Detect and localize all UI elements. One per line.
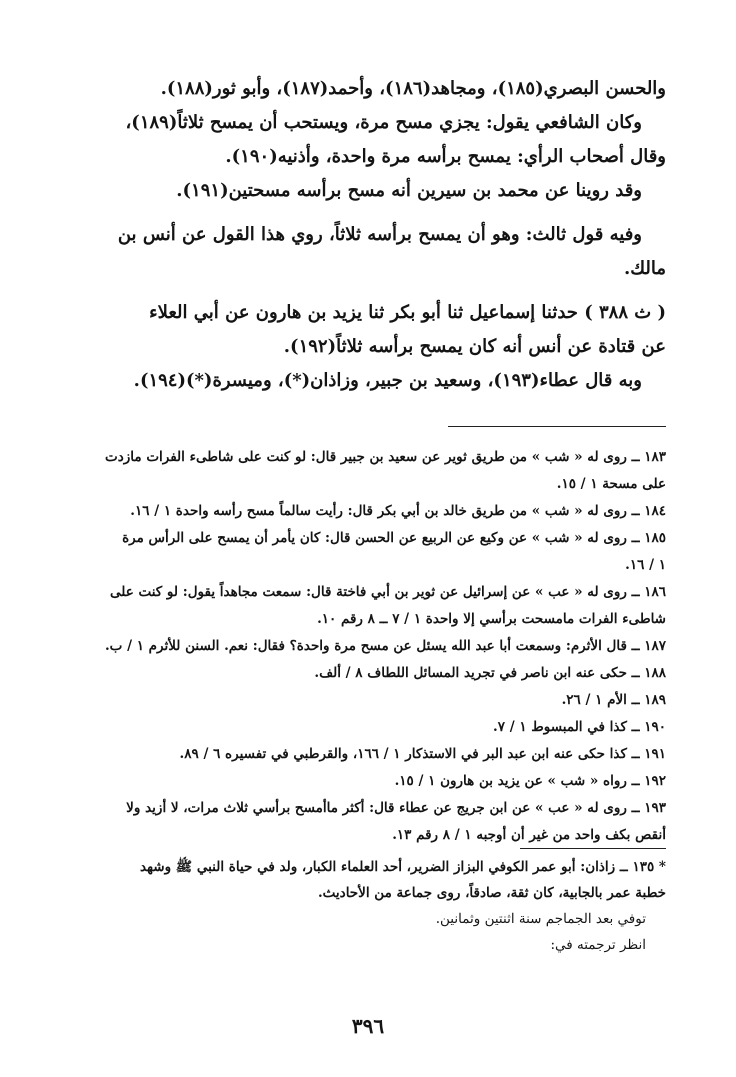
footnote-line: ١٩٣ ــ روى له « عب » عن ابن جريج عن عطاء قال: أكثر ماأمسح برأسي ثلاث مرات، لا أزيد ولا <box>126 800 666 816</box>
footnote-line: ١٩٢ ــ رواه « شب » عن يزيد بن هارون ١ / ١٥. <box>394 773 666 789</box>
footnote-line: أنقص بكف واحد من غير أن أوجبه ١ / ٨ رقم ١٣. <box>392 827 666 843</box>
footnote-line: شاطىء الفرات مامسحت برأسي إلا واحدة ١ / ٧ ــ ٨ رقم ١٠. <box>317 611 666 627</box>
biography-line: * ١٣٥ ــ زاذان: أبو عمر الكوفي البزاز الضرير، أحد العلماء الكبار، ولد في حياة النبي ﷺ وشهد <box>139 859 666 875</box>
biography-note <box>110 854 666 958</box>
footnote-line: ١٨٩ ــ الأم ١ / ٢٦. <box>561 692 666 708</box>
footnote-line: على مسحة ١ / ١٥. <box>556 476 666 492</box>
main-line: والحسن البصري(١٨٥)، ومجاهد(١٨٦)، وأحمد(١٨٧)، وأبو ثور(١٨٨). <box>160 78 666 99</box>
biography-divider <box>520 848 666 849</box>
main-text <box>92 72 666 398</box>
footnote-line: ١٨٥ ــ روى له « شب » عن وكيع عن الربيع عن الحسن قال: كان يأمر أن يمسح على الرأس مرة <box>122 530 666 546</box>
footnote-line: ١٩١ ــ كذا حكى عنه ابن عبد البر في الاستذكار ١ / ١٦٦، والقرطبي في تفسيره ٦ / ٨٩. <box>179 746 666 762</box>
biography-line: خطبة عمر بالجابية، كان ثقة، صادقاً، روى جماعة من الأحاديث. <box>317 885 666 901</box>
footnote-line: ١٩٠ ــ كذا في المبسوط ١ / ٧. <box>493 719 666 735</box>
main-line: عن قتادة عن أنس أنه كان يمسح برأسه ثلاثاً(١٩٢). <box>283 336 666 357</box>
main-line: ( ث ٣٨٨ ) حدثنا إسماعيل ثنا أبو بكر ثنا يزيد بن هارون عن أبي العلاء <box>149 302 666 323</box>
main-line: وقد روينا عن محمد بن سيرين أنه مسح برأسه مسحتين(١٩١). <box>176 180 642 201</box>
main-line: وكان الشافعي يقول: يجزي مسح مرة، ويستحب أن يمسح ثلاثاً(١٨٩)، <box>125 112 642 133</box>
footnotes <box>104 444 666 849</box>
footnote-line: ١٨٨ ــ حكى عنه ابن ناصر في تجريد المسائل اللطاف ٨ / ألف. <box>314 665 666 681</box>
footnote-line: ١ / ١٦. <box>625 557 666 573</box>
footnote-line: ١٨٦ ــ روى له « عب » عن إسرائيل عن ثوير بن أبي فاختة قال: سمعت مجاهداً يقول: لو كنت على <box>110 584 666 600</box>
main-line: وفيه قول ثالث: وهو أن يمسح برأسه ثلاثاً، روي هذا القول عن أنس بن <box>117 224 642 245</box>
page-number: ٣٩٦ <box>351 1014 385 1038</box>
footnote-line: ١٨٤ ــ روى له « شب » من طريق خالد بن أبي بكر قال: رأيت سالماً مسح رأسه واحدة ١ / ١٦. <box>130 503 666 519</box>
main-line: وبه قال عطاء(١٩٣)، وسعيد بن جبير، وزاذان(*)، وميسرة(*)(١٩٤). <box>133 370 642 391</box>
biography-see-also: انظر ترجمته في: <box>550 937 646 953</box>
main-line: مالك. <box>623 258 666 279</box>
footnote-divider <box>448 426 666 427</box>
footnote-line: ١٨٣ ــ روى له « شب » من طريق ثوير عن سعيد بن جبير قال: لو كنت على شاطىء الفرات مازدت <box>105 449 666 465</box>
main-line: وقال أصحاب الرأي: يمسح برأسه مرة واحدة، وأذنيه(١٩٠). <box>225 146 666 167</box>
biography-death: توفي بعد الجماجم سنة اثنتين وثمانين. <box>435 911 646 927</box>
footnote-line: ١٨٧ ــ قال الأثرم: وسمعت أبا عبد الله يسئل عن مسح مرة واحدة؟ فقال: نعم. السنن للأثرم ١ / ب. <box>104 638 666 654</box>
